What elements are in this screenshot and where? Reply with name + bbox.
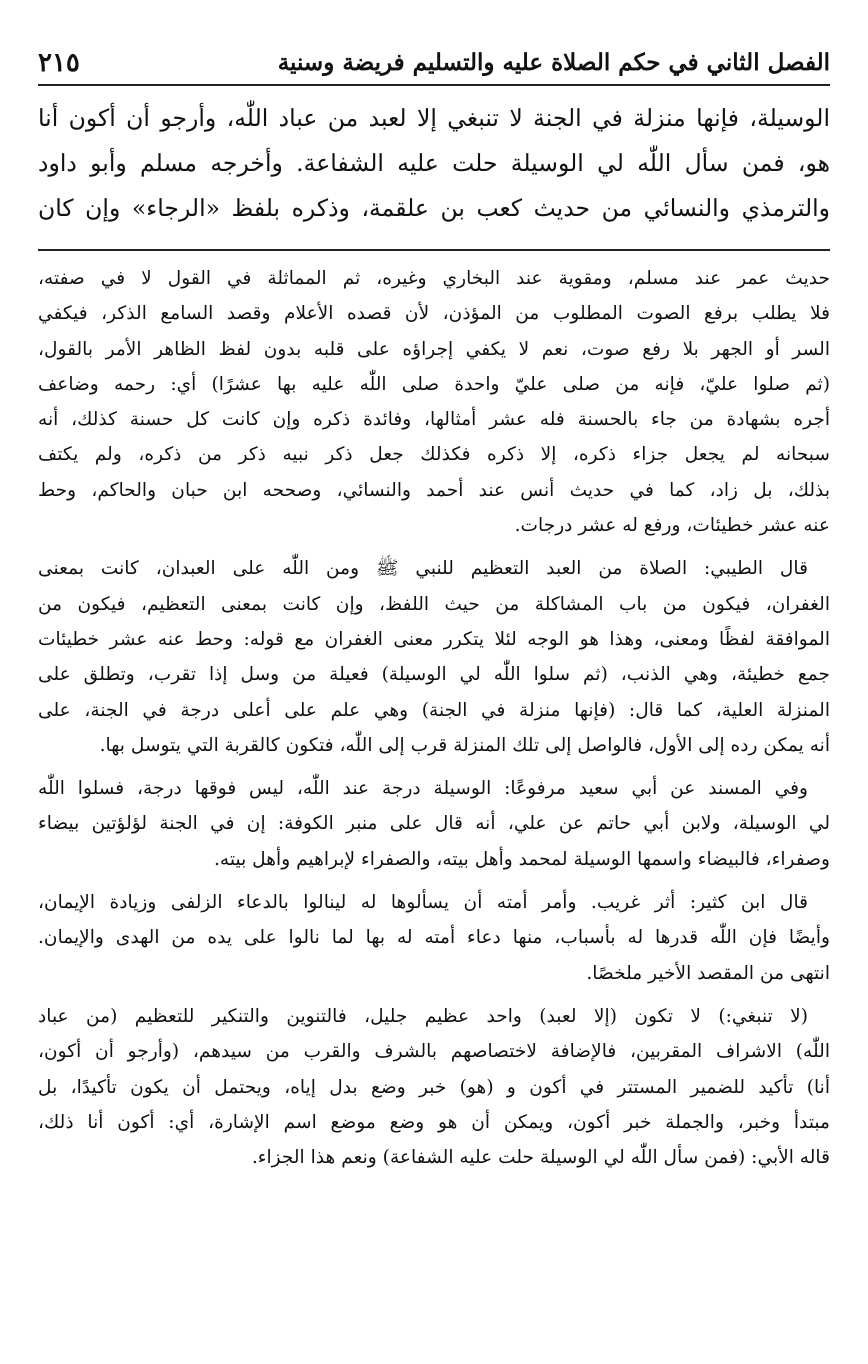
main-text-line: والترمذي والنسائي من حديث كعب بن علقمة، وذكره بلفظ «الرجاء» وإن كان — [38, 194, 830, 222]
separator-rule — [38, 249, 830, 251]
page-number: ٢١٥ — [38, 48, 80, 78]
commentary-line: قال الطيبي: الصلاة من العبد التعظيم للنبي ﷺ ومن اللّٰه على العبدان، كانت بمعنى — [38, 558, 808, 580]
commentary-line: سبحانه لم يجعل جزاء ذكره، إلا ذكره فكذلك جعل ذكر نبيه ذكر من ذكره، ولم يكتف — [38, 444, 830, 466]
commentary-line: قال ابن كثير: أثر غريب. وأمر أمته أن يسألوها له لينالوا بالدعاء الزلفى وزيادة الإيمان، — [38, 892, 808, 914]
commentary-line: مبتدأ وخبر، والجملة خبر أكون، ويمكن أن هو وضع موضع اسم الإشارة، أي: أكون أنا ذلك، — [38, 1111, 830, 1133]
commentary-line: فلا يطلب برفع الصوت المطلوب من المؤذن، لأن قصده الأعلام وقصد السامع الذكر، فيكفي — [38, 303, 830, 325]
commentary-line: انتهى من المقصد الأخير ملخصًا. — [586, 962, 830, 984]
commentary-line: الغفران، فيكون من باب المشاكلة من حيث اللفظ، وإن كانت بمعنى التعظيم، فيكون من — [38, 593, 830, 615]
commentary-line: (ثم صلوا عليّ، فإنه من صلى عليّ واحدة صلى اللّٰه عليه بها عشرًا) أي: رحمه وضاعف — [38, 373, 830, 395]
commentary-line: وأيضًا فإن اللّٰه قدرها له بأسباب، منها دعاء أمته له بها لما نالوا على يده من الهدى والإيمان. — [38, 927, 830, 949]
commentary-line: أنا) تأكيد للضمير المستتر في أكون و (هو) خبر وضع بدل إياه، ويحتمل أن يكون تأكيدًا، بل — [38, 1076, 830, 1098]
main-text-line: الوسيلة، فإنها منزلة في الجنة لا تنبغي إلا لعبد من عباد اللّٰه، وأرجو أن أكون أنا — [38, 104, 830, 132]
commentary-paragraph — [38, 261, 830, 543]
commentary-line: وصفراء، فالبيضاء واسمها الوسيلة لمحمد وأهل بيته، والصفراء لإبراهيم وأهل بيته. — [213, 848, 830, 870]
commentary-line: وفي المسند عن أبي سعيد مرفوعًا: الوسيلة درجة عند اللّٰه، ليس فوقها درجة، فسلوا اللّٰه — [38, 778, 808, 800]
commentary-paragraph — [38, 999, 830, 1175]
commentary-line: اللّٰه) الاشراف المقربين، فالإضافة لاختصاصهم بالشرف والقرب من سيدهم، (وأرجو أن أكون، — [38, 1041, 830, 1063]
commentary-line: المنزلة العلية، كما قال: (فإنها منزلة في الجنة) وهي علم على أعلى درجة في الجنة، على — [38, 699, 830, 721]
commentary-line: حديث عمر عند مسلم، ومقوية عند البخاري وغيره، ثم المماثلة في القول لا في صفته، — [38, 268, 830, 289]
chapter-title: الفصل الثاني في حكم الصلاة عليه والتسليم فريضة وسنية — [277, 49, 830, 76]
commentary-line: السر أو الجهر بلا رفع صوت، نعم لا يكفي إجراؤه على قلبه بدون لفظ الظاهر الأمر بالقول، — [38, 338, 830, 360]
commentary-paragraph — [38, 885, 830, 991]
commentary — [38, 261, 830, 1175]
commentary-line: جمع خطيئة، وهي الذنب، (ثم سلوا اللّٰه لي الوسيلة) فعيلة من وسل إذا تقرب، وتطلق على — [38, 664, 830, 686]
commentary-line: عنه عشر خطيئات، ورفع له عشر درجات. — [514, 515, 830, 537]
commentary-line: أجره بشهادة من جاء بالحسنة فله عشر أمثالها، وفائدة ذكره وإن كانت كل حسنة كذلك، أنه — [38, 409, 830, 431]
main-text-line: هو، فمن سأل اللّٰه لي الوسيلة حلت عليه الشفاعة. وأخرجه مسلم وأبو داود — [38, 149, 830, 177]
commentary-paragraph — [38, 551, 830, 763]
commentary-line: الموافقة لفظًا ومعنى، وهذا هو الوجه لئلا يتكرر معنى الغفران مع قوله: وحط عنه عشر خطيئات — [38, 628, 830, 650]
commentary-line: لي الوسيلة، ولابن أبي حاتم عن علي، أنه قال على منبر الكوفة: إن في الجنة لؤلؤتين بيضاء — [38, 813, 830, 835]
main-text — [38, 96, 830, 231]
commentary-line: بذلك، بل زاد، كما في حديث أنس عند أحمد والنسائي، وصححه ابن حبان والحاكم، وحط — [38, 479, 830, 501]
commentary-line: أنه يمكن رده إلى الأول، فالواصل إلى تلك المنزلة قرب إلى اللّٰه، فتكون كالقربة التي يتوسل بها. — [99, 734, 830, 756]
page-header — [38, 38, 830, 86]
commentary-line: قاله الأبي: (فمن سأل اللّٰه لي الوسيلة حلت عليه الشفاعة) ونعم هذا الجزاء. — [251, 1147, 830, 1169]
commentary-paragraph — [38, 771, 830, 877]
commentary-line: (لا تنبغي:) لا تكون (إلا لعبد) واحد عظيم جليل، فالتنوين والتنكير للتعظيم (من عباد — [38, 1005, 808, 1027]
